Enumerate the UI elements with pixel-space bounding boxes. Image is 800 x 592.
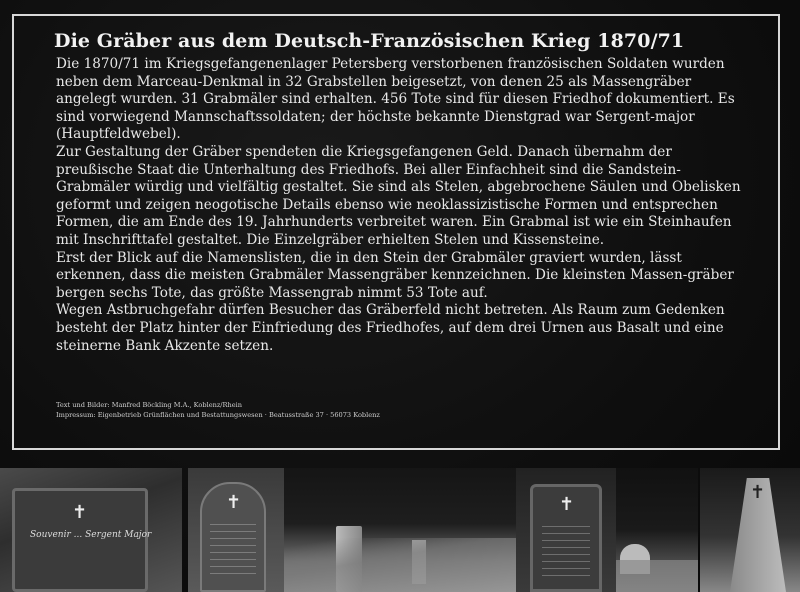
paragraph-4: Wegen Astbruchgefahr dürfen Besucher das Gräberfeld nicht betreten. Als Raum zum Gedenken besteht der Platz hinter der Einfriedung des Friedhofes, auf dem drei Urnen aus Basalt und eine steinerne Bank Akzente setzen. <box>56 302 725 354</box>
photo-small-gravestone <box>616 468 698 592</box>
cross-icon: ✝ <box>750 482 766 503</box>
plaque-body <box>56 56 746 355</box>
photo-grave-stone-1 <box>0 468 182 592</box>
paragraph-1: Die 1870/71 im Kriegsgefangenenlager Petersberg verstorbenen französischen Soldaten wurden neben dem Marceau-Denkmal in 32 Grabstellen beigesetzt, von denen 25 als Massengräber angelegt wurden. 31 Grabmäler sind erhalten. 456 Tote sind für diesen Friedhof dokumentiert. Es sind vorwiegend Mannschaftssoldaten; der höchste bekannte Dienstgrad war Sergent-major (Hauptfeldwebel). <box>56 56 735 143</box>
credit-imprint: Impressum: Eigenbetrieb Grünflächen und Bestattungswesen · Beatusstraße 37 · 56073 Koblenz <box>56 411 380 419</box>
photo-obelisk <box>700 468 800 592</box>
paragraph-2: Zur Gestaltung der Gräber spendeten die Kriegsgefangenen Geld. Danach übernahm der preußische Staat die Unterhaltung des Friedhofs. Bei aller Einfachheit sind die Sandstein-Grabmäler würdig und vielfältig gestaltet. Sie sind als Stelen, abgebrochene Säulen und Obelisken geformt und zeigen neogotische Details ebenso wie neoklassizistische Formen und entsprechen Formen, die am Ende des 19. Jahrhunderts verbreitet waren. Ein Grabmal ist wie ein Steinhaufen mit Inschrifttafel gestaltet. Die Einzelgräber erhielten Stelen und Kissensteine. <box>56 143 741 248</box>
credit-author: Text und Bilder: Manfred Böckling M.A., Koblenz/Rhein <box>56 401 243 409</box>
inscription-lines <box>210 524 256 580</box>
photo-grave-stone-3 <box>516 468 616 592</box>
cross-icon: ✝ <box>226 492 242 513</box>
plaque-credits <box>56 400 746 420</box>
cross-icon: ✝ <box>72 502 88 523</box>
cross-icon: ✝ <box>559 494 575 515</box>
grass <box>616 560 698 592</box>
inscription-lines <box>542 526 590 582</box>
gravestone-inscription: Souvenir ... Sergent Major <box>30 530 152 540</box>
paragraph-3: Erst der Blick auf die Namenslisten, die in den Stein der Grabmäler graviert wurden, lässt erkennen, dass die meisten Grabmäler Massengräber kennzeichnen. Die kleinsten Massen-gräber bergen sechs Tote, das größte Massengrab nimmt 53 Tote auf. <box>56 249 734 301</box>
photo-grave-stone-2 <box>188 468 284 592</box>
plaque-title: Die Gräber aus dem Deutsch-Französischen Krieg 1870/71 <box>54 30 685 52</box>
hillside <box>284 538 516 592</box>
photo-grave-field <box>284 468 516 592</box>
